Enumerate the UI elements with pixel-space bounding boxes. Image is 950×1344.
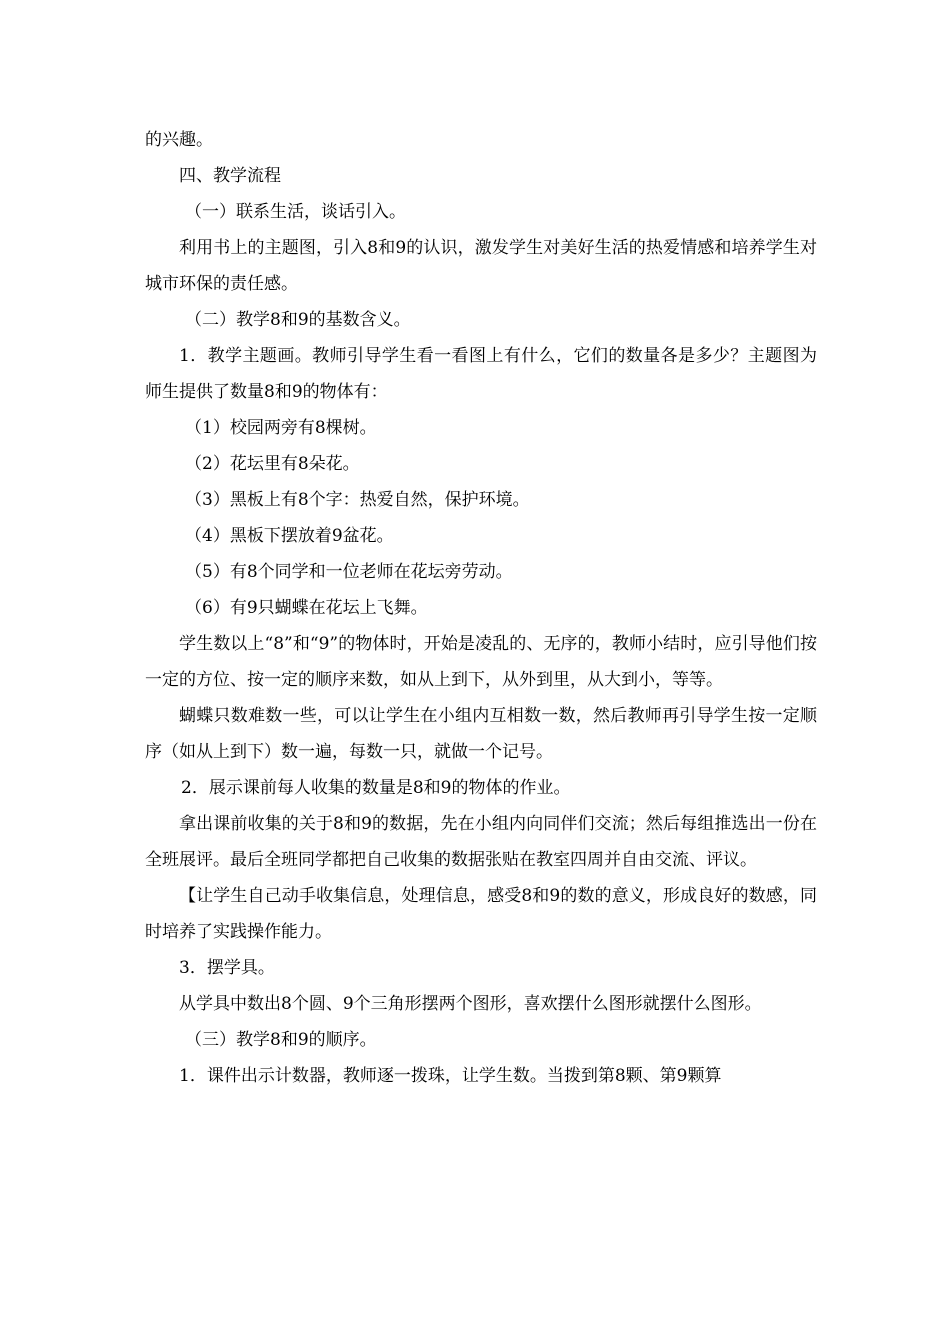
paragraph: （4）黑板下摆放着9盆花。 [185,526,394,546]
paragraph: 【让学生自己动手收集信息，处理信息，感受8和9的数的意义，形成良好的数感，同时培养了实践操作能力。 [145,886,817,942]
paragraph: （6）有9只蝴蝶在花坛上飞舞。 [185,598,428,618]
paragraph: 1．课件出示计数器，教师逐一拨珠，让学生数。当拨到第8颗、第9颗算 [179,1066,722,1086]
paragraph: （三）教学8和9的顺序。 [185,1030,377,1050]
paragraph: 学生数以上“8”和“9”的物体时，开始是凌乱的、无序的，教师小结时，应引导他们按一定的方位、按一定的顺序来数，如从上到下，从外到里，从大到小，等等。 [145,634,817,690]
paragraph: （3）黑板上有8个字：热爱自然，保护环境。 [185,490,530,510]
document-body [145,122,817,1094]
paragraph: 的兴趣。 [145,130,213,150]
paragraph: 从学具中数出8个圆、9个三角形摆两个图形，喜欢摆什么图形就摆什么图形。 [179,994,762,1014]
paragraph: 3．摆学具。 [179,958,275,978]
paragraph: 四、教学流程 [179,166,281,186]
paragraph: 蝴蝶只数难数一些，可以让学生在小组内互相数一数，然后教师再引导学生按一定顺序（如从上到下）数一遍，每数一只，就做一个记号。 [145,706,817,762]
paragraph: （2）花坛里有8朵花。 [185,454,360,474]
paragraph: （5）有8个同学和一位老师在花坛旁劳动。 [185,562,513,582]
paragraph: 利用书上的主题图，引入8和9的认识，激发学生对美好生活的热爱情感和培养学生对城市环保的责任感。 [145,238,817,294]
paragraph: （二）教学8和9的基数含义。 [185,310,411,330]
paragraph: 拿出课前收集的关于8和9的数据，先在小组内向同伴们交流；然后每组推选出一份在全班展评。最后全班同学都把自己收集的数据张贴在教室四周并自由交流、评议。 [145,814,817,870]
paragraph: （1）校园两旁有8棵树。 [185,418,377,438]
paragraph: （一）联系生活，谈话引入。 [185,202,406,222]
paragraph: 1．教学主题画。教师引导学生看一看图上有什么，它们的数量各是多少？主题图为师生提供了数量8和9的物体有： [145,346,817,402]
paragraph: 2．展示课前每人收集的数量是8和9的物体的作业。 [181,778,571,798]
